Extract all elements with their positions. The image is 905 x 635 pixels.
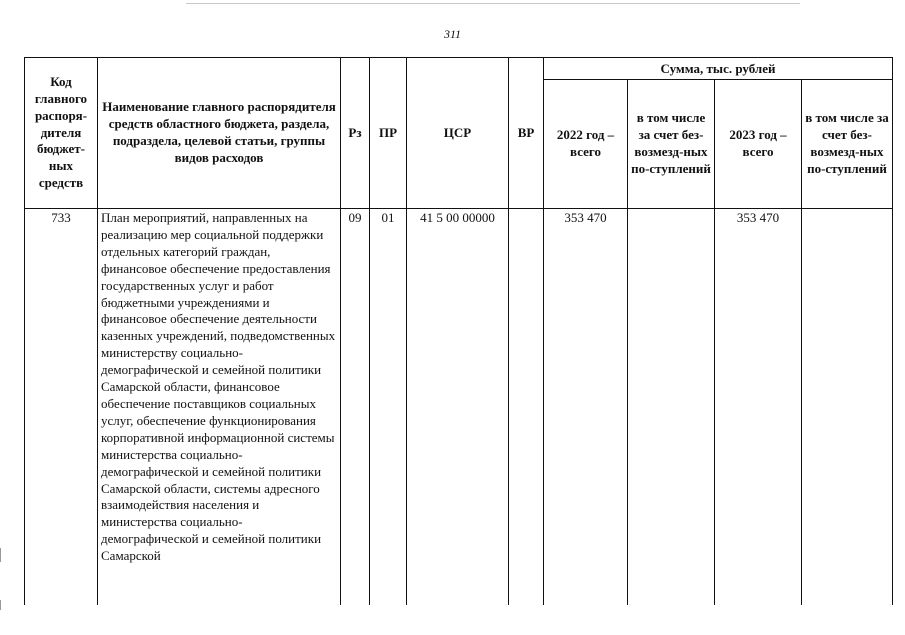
cell-2023-total: 353 470 [715, 209, 802, 606]
margin-mark [0, 600, 6, 610]
header-name: Наименование главного распорядителя средств областного бюджета, раздела, подраздела, целевой статьи, группы видов расходов [98, 58, 341, 209]
table-row [25, 209, 893, 606]
header-vr: ВР [509, 58, 544, 209]
header-code: Код главного распоря-дителя бюджет-ных средств [25, 58, 98, 209]
cell-2023-incl [802, 209, 893, 606]
header-2022-incl: в том числе за счет без-возмезд-ных по-ступлений [628, 80, 715, 209]
header-rz: Рз [341, 58, 370, 209]
header-sum-title: Сумма, тыс. рублей [544, 58, 893, 80]
top-rule [186, 3, 800, 4]
cell-name: План мероприятий, направленных на реализацию мер социальной поддержки отдельных категорий граждан, финансовое обеспечение предоставления государственных услуг и работ бюджетными учреждениями и финансовое обеспечение деятельности казенных учреждений, подведомственных министерству социально-демографической и семейной политики Самарской области, финансовое обеспечение поставщиков социальных услуг, обеспечение функционирования корпоративной информационной системы министерства социально-демографической и семейной политики Самарской области, системы адресного взаимодействия населения и министерства социально-демографической и семейной политики Самарской [98, 209, 341, 606]
header-pr: ПР [370, 58, 407, 209]
margin-mark [0, 548, 6, 562]
cell-2022-total: 353 470 [544, 209, 628, 606]
header-2022-total: 2022 год – всего [544, 80, 628, 209]
cell-code: 733 [25, 209, 98, 606]
page-number: 311 [443, 27, 462, 41]
header-csr: ЦСР [407, 58, 509, 209]
cell-csr: 41 5 00 00000 [407, 209, 509, 606]
cell-2022-incl [628, 209, 715, 606]
budget-table [24, 57, 893, 605]
cell-vr [509, 209, 544, 606]
cell-rz: 09 [341, 209, 370, 606]
header-2023-incl: в том числе за счет без-возмезд-ных по-ступлений [802, 80, 893, 209]
cell-pr: 01 [370, 209, 407, 606]
header-row-top [25, 58, 893, 80]
header-2023-total: 2023 год – всего [715, 80, 802, 209]
